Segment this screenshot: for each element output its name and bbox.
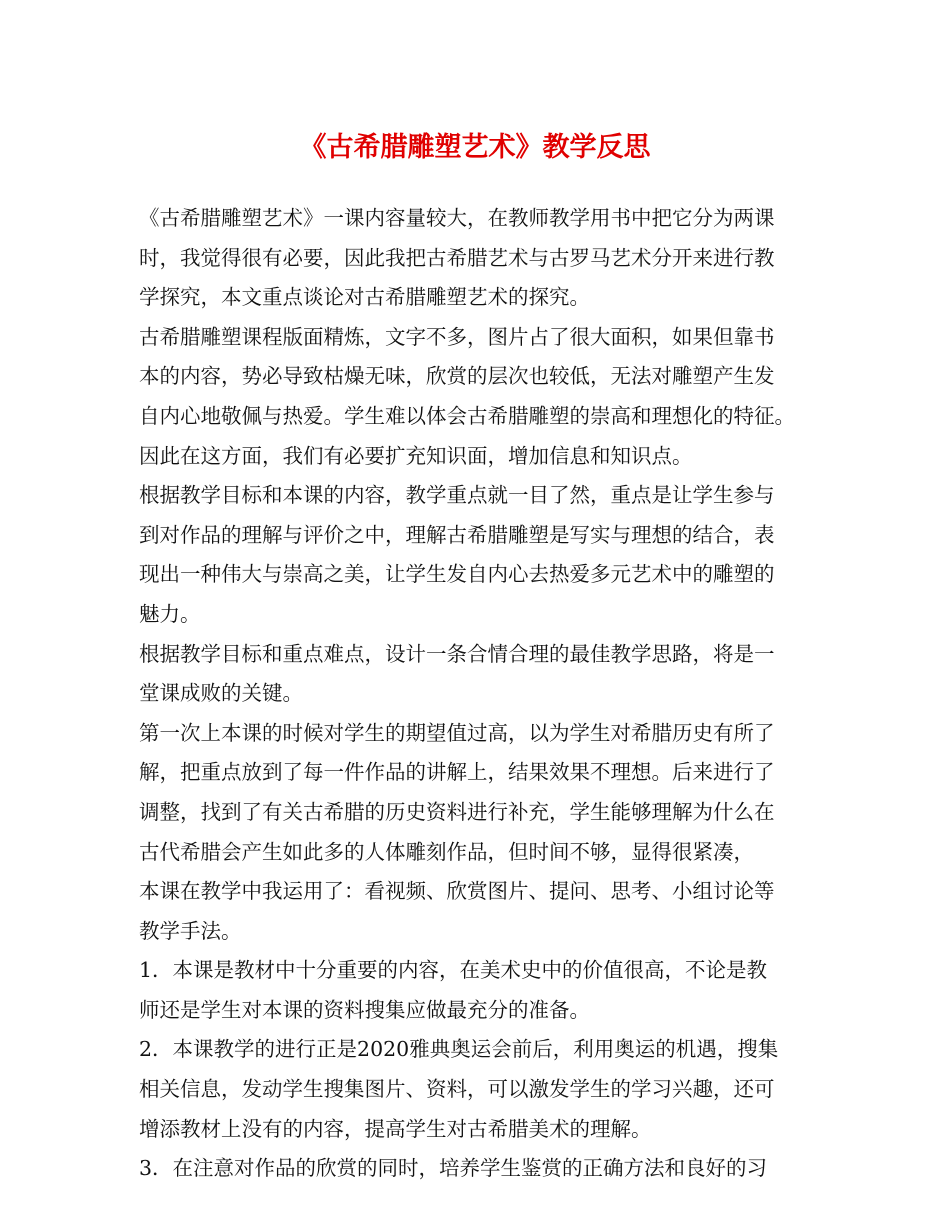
document-title: 《古希腊雕塑艺术》教学反思 bbox=[299, 132, 651, 163]
text-line: 堂课成败的关键。 bbox=[139, 681, 303, 706]
text-line: 3．在注意对作品的欣赏的同时，培养学生鉴赏的正确方法和良好的习 bbox=[139, 1156, 768, 1181]
text-line: 本课在教学中我运用了：看视频、欣赏图片、提问、思考、小组讨论等 bbox=[139, 879, 775, 904]
text-line: 第一次上本课的时候对学生的期望值过高，以为学生对希腊历史有所了 bbox=[139, 720, 775, 745]
text-line: 时，我觉得很有必要，因此我把古希腊艺术与古罗马艺术分开来进行教 bbox=[139, 245, 775, 270]
text-line: 2．本课教学的进行正是2020雅典奥运会前后，利用奥运的机遇，搜集 bbox=[139, 1037, 779, 1062]
document-body bbox=[139, 199, 819, 1189]
text-line: 到对作品的理解与评价之中，理解古希腊雕塑是写实与理想的结合，表 bbox=[139, 522, 775, 547]
text-line: 古希腊雕塑课程版面精炼，文字不多，图片占了很大面积，如果但靠书 bbox=[139, 324, 775, 349]
text-line: 现出一种伟大与崇高之美，让学生发自内心去热爱多元艺术中的雕塑的 bbox=[139, 562, 775, 587]
text-line: 根据教学目标和重点难点，设计一条合情合理的最佳教学思路，将是一 bbox=[139, 641, 775, 666]
text-line: 调整，找到了有关古希腊的历史资料进行补充，学生能够理解为什么在 bbox=[139, 799, 775, 824]
text-line: 教学手法。 bbox=[139, 918, 242, 943]
text-line: 魅力。 bbox=[139, 601, 201, 626]
text-line: 相关信息，发动学生搜集图片、资料，可以激发学生的学习兴趣，还可 bbox=[139, 1077, 775, 1102]
text-line: 古代希腊会产生如此多的人体雕刻作品，但时间不够，显得很紧凑， bbox=[139, 839, 754, 864]
text-line: 师还是学生对本课的资料搜集应做最充分的准备。 bbox=[139, 997, 590, 1022]
text-line: 解，把重点放到了每一件作品的讲解上，结果效果不理想。后来进行了 bbox=[139, 760, 775, 785]
text-line: 《古希腊雕塑艺术》一课内容量较大，在教师教学用书中把它分为两课 bbox=[139, 206, 775, 230]
text-line: 学探究，本文重点谈论对古希腊雕塑艺术的探究。 bbox=[139, 285, 590, 310]
text-line: 根据教学目标和本课的内容，教学重点就一目了然，重点是让学生参与 bbox=[139, 483, 775, 508]
text-line: 1．本课是教材中十分重要的内容，在美术史中的价值很高，不论是教 bbox=[139, 958, 768, 983]
text-line: 增添教材上没有的内容，提高学生对古希腊美术的理解。 bbox=[139, 1116, 652, 1141]
text-line: 因此在这方面，我们有必要扩充知识面，增加信息和知识点。 bbox=[139, 443, 693, 468]
text-line: 本的内容，势必导致枯燥无味，欣赏的层次也较低，无法对雕塑产生发 bbox=[139, 364, 775, 389]
text-line: 自内心地敬佩与热爱。学生难以体会古希腊雕塑的崇高和理想化的特征。 bbox=[139, 403, 795, 428]
